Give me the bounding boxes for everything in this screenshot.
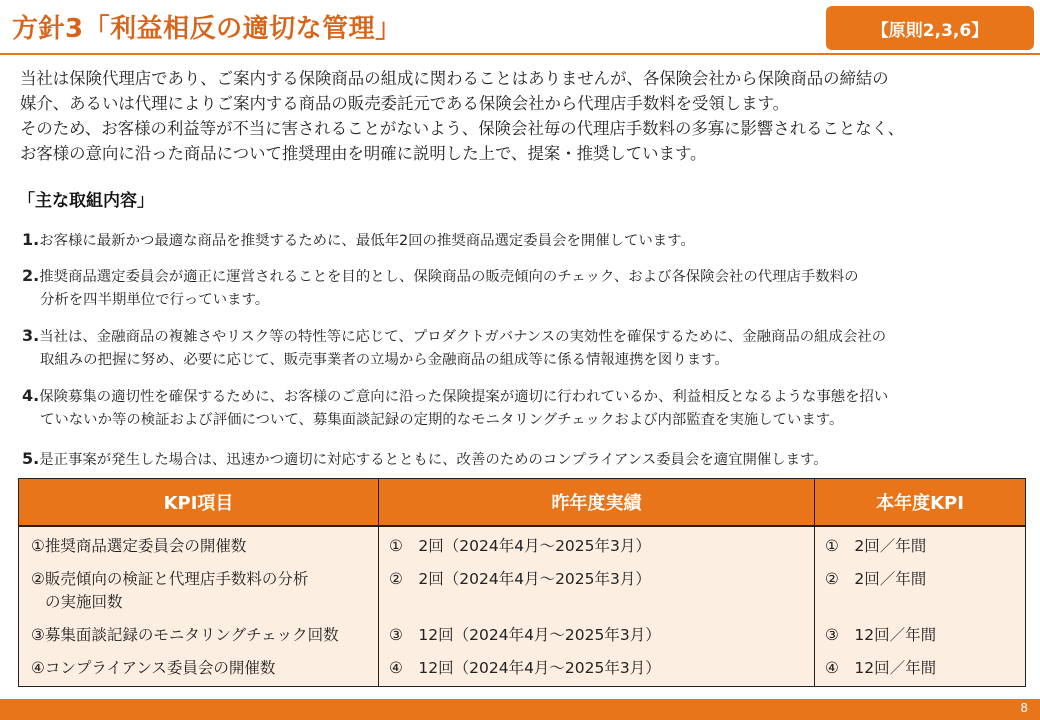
- page-title: 方針3「利益相反の適切な管理」: [12, 14, 402, 44]
- item-text-continued: 分析を四半期単位で行っています。: [40, 292, 270, 308]
- kpi-result: ④ 12回（2024年4月～2025年3月）: [389, 659, 661, 677]
- item-number: 4.: [22, 386, 40, 405]
- kpi-result: ② 2回（2024年4月～2025年3月）: [389, 570, 651, 588]
- intro-line: お客様の意向に沿った商品について推奨理由を明確に説明した上で、提案・推奨しています。: [20, 144, 707, 163]
- kpi-item: ④コンプライアンス委員会の開催数: [31, 659, 276, 677]
- kpi-item: ①推奨商品選定委員会の開催数: [31, 537, 247, 555]
- kpi-target: ② 2回／年間: [825, 570, 927, 588]
- item-text: 当社は、金融商品の複雑さやリスク等の特性等に応じて、プロダクトガバナンスの実効性を確保するために、金融商品の組成会社の: [39, 329, 887, 345]
- intro-line: そのため、お客様の利益等が不当に害されることがないよう、保険会社毎の代理店手数料の多寡に影響されることなく、: [20, 119, 905, 138]
- kpi-item-continued: の実施回数: [45, 593, 123, 611]
- kpi-item: ②販売傾向の検証と代理店手数料の分析: [31, 570, 309, 588]
- item-number: 2.: [22, 266, 40, 285]
- footer-bar: [0, 699, 1040, 720]
- kpi-targets-cell: [815, 526, 1026, 687]
- intro-line: 媒介、あるいは代理によりご案内する商品の販売委託元である保険会社から代理店手数料を受領します。: [20, 94, 790, 113]
- initiative-item-2: [22, 264, 1022, 312]
- initiative-item-4: [22, 384, 1022, 432]
- section-heading: 「主な取組内容」: [18, 191, 154, 211]
- item-number: 1.: [22, 230, 40, 249]
- item-text: 是正事案が発生した場合は、迅速かつ適切に対応するとともに、改善のためのコンプライアンス委員会を適宜開催します。: [39, 452, 828, 468]
- item-text-continued: ていないか等の検証および評価について、募集面談記録の定期的なモニタリングチェックおよび内部監査を実施しています。: [40, 412, 844, 428]
- principle-badge: 【原則2,3,6】: [826, 6, 1034, 50]
- item-number: 3.: [22, 326, 40, 345]
- header-last-year-result: 昨年度実績: [379, 479, 815, 527]
- initiative-item-1: [22, 228, 1022, 253]
- kpi-header-row: [19, 479, 1026, 527]
- header-kpi-item: KPI項目: [19, 479, 379, 527]
- header-this-year-kpi: 本年度KPI: [815, 479, 1026, 527]
- kpi-results-cell: [379, 526, 815, 687]
- title-underline: [0, 53, 1040, 55]
- item-text-continued: 取組みの把握に努め、必要に応じて、販売事業者の立場から金融商品の組成等に係る情報連携を図ります。: [40, 352, 729, 368]
- initiative-item-5: [22, 447, 1022, 472]
- kpi-result: ③ 12回（2024年4月～2025年3月）: [389, 626, 661, 644]
- initiative-item-3: [22, 324, 1022, 372]
- item-text: 推奨商品選定委員会が適正に運営されることを目的とし、保険商品の販売傾向のチェック、および各保険会社の代理店手数料の: [39, 269, 859, 285]
- item-text: お客様に最新かつ最適な商品を推奨するために、最低年2回の推奨商品選定委員会を開催しています。: [39, 233, 695, 249]
- kpi-item: ③募集面談記録のモニタリングチェック回数: [31, 626, 339, 644]
- intro-paragraph: [20, 66, 1030, 166]
- kpi-target: ④ 12回／年間: [825, 659, 937, 677]
- intro-line: 当社は保険代理店であり、ご案内する保険商品の組成に関わることはありませんが、各保険会社から保険商品の締結の: [20, 69, 889, 88]
- kpi-table: [18, 478, 1026, 687]
- kpi-items-cell: [19, 526, 379, 687]
- kpi-body-row: [19, 526, 1026, 687]
- kpi-target: ① 2回／年間: [825, 537, 927, 555]
- page-number: 8: [1020, 701, 1028, 715]
- kpi-result: ① 2回（2024年4月～2025年3月）: [389, 537, 651, 555]
- kpi-target: ③ 12回／年間: [825, 626, 937, 644]
- item-text: 保険募集の適切性を確保するために、お客様のご意向に沿った保険提案が適切に行われているか、利益相反となるような事態を招い: [39, 389, 889, 405]
- item-number: 5.: [22, 449, 40, 468]
